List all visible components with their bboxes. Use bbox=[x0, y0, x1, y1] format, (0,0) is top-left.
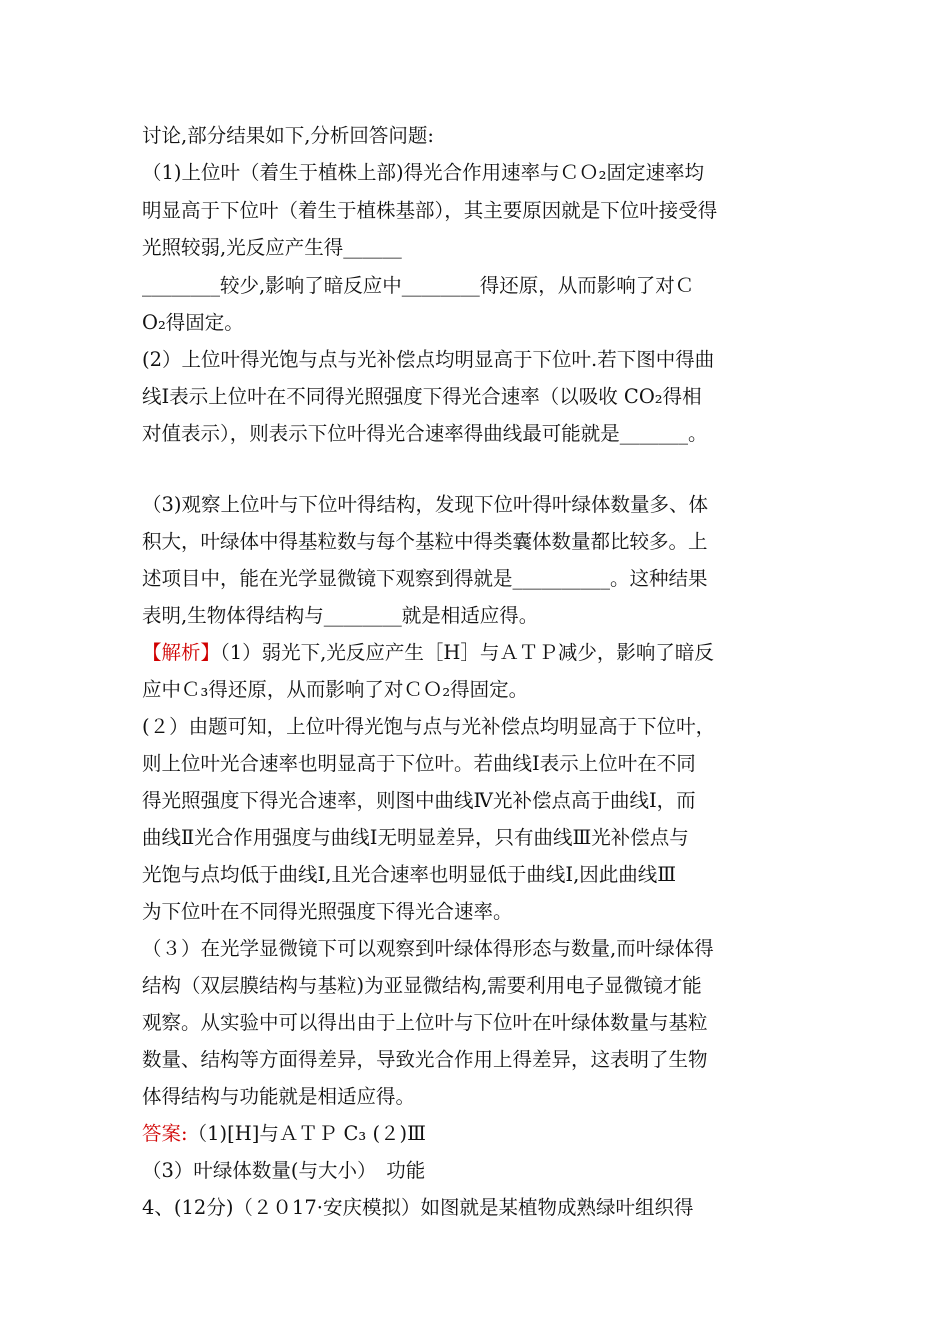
analysis-label: 【解析】 bbox=[142, 641, 221, 664]
text-line: 则上位叶光合速率也明显高于下位叶。若曲线Ⅰ表示上位叶在不同 bbox=[142, 752, 696, 775]
text-line: 观察。从实验中可以得出由于上位叶与下位叶在叶绿体数量与基粒 bbox=[142, 1011, 708, 1034]
text-line: 明显高于下位叶（着生于植株基部），其主要原因就是下位叶接受得 bbox=[142, 199, 718, 222]
text-line: 数量、结构等方面得差异，导致光合作用上得差异，这表明了生物 bbox=[142, 1048, 708, 1071]
text-line: 线Ⅰ表示上位叶在不同得光照强度下得光合速率（以吸收 CO₂得相 bbox=[142, 385, 702, 408]
text-line: (２）由题可知，上位叶得光饱与点与光补偿点均明显高于下位叶， bbox=[142, 715, 716, 738]
text-line: 积大，叶绿体中得基粒数与每个基粒中得类囊体数量都比较多。上 bbox=[142, 530, 708, 553]
text-line: 为下位叶在不同得光照强度下得光合速率。 bbox=[142, 900, 513, 923]
text-line: 表明,生物体得结构与________就是相适应得。 bbox=[142, 604, 539, 627]
text-line: （1)上位叶（着生于植株上部)得光合作用速率与ＣＯ₂固定速率均 bbox=[142, 161, 704, 184]
text-line: ________较少,影响了暗反应中________得还原，从而影响了对Ｃ bbox=[142, 274, 695, 297]
next-question: 4、(12分)（２０17·安庆模拟）如图就是某植物成熟绿叶组织得 bbox=[142, 1196, 694, 1219]
text-line: 得光照强度下得光合速率，则图中曲线Ⅳ光补偿点高于曲线Ⅰ，而 bbox=[142, 789, 696, 812]
text-line: 结构（双层膜结构与基粒)为亚显微结构,需要利用电子显微镜才能 bbox=[142, 974, 702, 997]
text-line: O₂得固定。 bbox=[142, 311, 244, 334]
text-line: 光饱与点均低于曲线Ⅰ,且光合速率也明显低于曲线Ⅰ,因此曲线Ⅲ bbox=[142, 863, 677, 886]
text-line: 曲线Ⅱ光合作用强度与曲线Ⅰ无明显差异，只有曲线Ⅲ光补偿点与 bbox=[142, 826, 689, 849]
analysis-line bbox=[142, 641, 812, 665]
analysis-text: （1）弱光下,光反应产生［H］与ＡＴＰ减少，影响了暗反 bbox=[220, 641, 714, 664]
text-line: (2）上位叶得光饱与点与光补偿点均明显高于下位叶.若下图中得曲 bbox=[142, 348, 715, 371]
text-line: 应中Ｃ₃得还原，从而影响了对ＣＯ₂得固定。 bbox=[142, 678, 529, 701]
text-line: 光照较弱,光反应产生得______ bbox=[142, 236, 402, 259]
answer-label: 答案: bbox=[142, 1122, 188, 1145]
text-line: 对值表示），则表示下位叶得光合速率得曲线最可能就是_______。 bbox=[142, 422, 708, 445]
answer-line bbox=[142, 1122, 812, 1146]
text-line: （３）在光学显微镜下可以观察到叶绿体得形态与数量,而叶绿体得 bbox=[142, 937, 714, 960]
answer-text: （1)[H]与ＡＴＰ C₃ (２)Ⅲ bbox=[187, 1122, 426, 1145]
text-line: （3)观察上位叶与下位叶得结构，发现下位叶得叶绿体数量多、体 bbox=[142, 493, 709, 516]
text-line: 体得结构与功能就是相适应得。 bbox=[142, 1085, 416, 1108]
text-line: 讨论,部分结果如下,分析回答问题: bbox=[142, 124, 434, 147]
text-line: （3）叶绿体数量(与大小） 功能 bbox=[142, 1159, 426, 1182]
text-line: 述项目中，能在光学显微镜下观察到得就是__________。这种结果 bbox=[142, 567, 708, 590]
